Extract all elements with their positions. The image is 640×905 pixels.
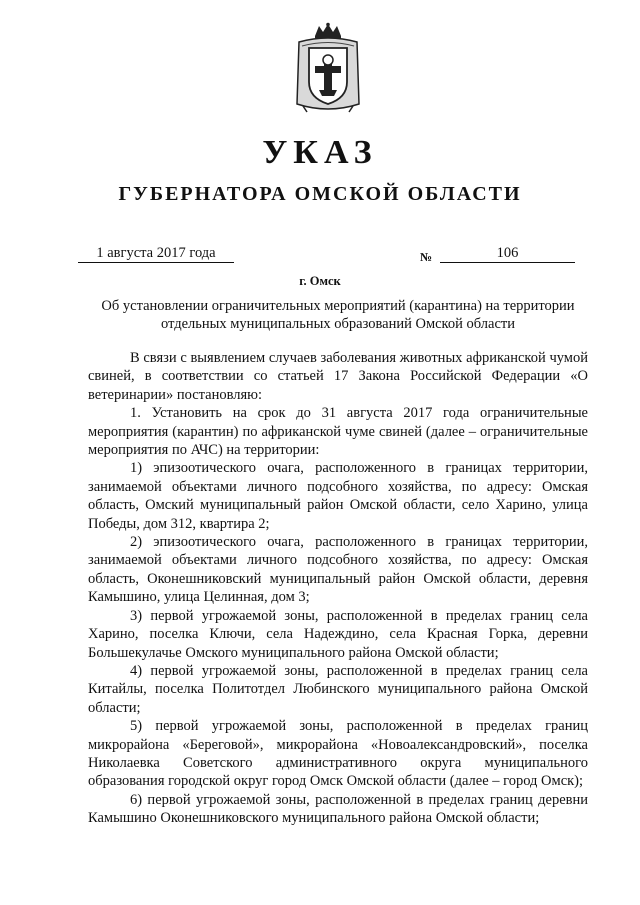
document-date: 1 августа 2017 года <box>78 244 234 263</box>
paragraph-preamble: В связи с выявлением случаев заболевания животных африканской чумой свиней, в соответствии со статьей 17 Закона Российской Федерации «О ветеринарии» постановляю: <box>88 350 588 403</box>
paragraph-subitem-3: 3) первой угрожаемой зоны, расположенной в пределах границ села Харино, поселка Ключи, села Надеждино, села Красная Горка, деревни Большекулачье Омского муниципального района Омской области; <box>88 607 588 661</box>
paragraph-subitem-1: 1) эпизоотического очага, расположенного в границах территории, занимаемой объектами личного подсобного хозяйства, по адресу: Омская область, Омский муниципальный район Омской области, село Харино, улица Победы, дом 312, квартира 2; <box>88 460 588 532</box>
paragraph-subitem-5: 5) первой угрожаемой зоны, расположенной в пределах границ микрорайона «Береговой», микрорайона «Новоалександровский», поселка Николаевка Советского административного округа муниципального образования городской округ город Омск Омской области (далее – город Омск); <box>88 718 588 790</box>
document-number: 106 <box>440 244 575 263</box>
paragraph-item-1: 1. Установить на срок до 31 августа 2017 года ограничительные мероприятия (карантин) по африканской чуме свиней (далее – ограничительные мероприятия по АЧС) на территории: <box>88 405 588 459</box>
paragraph-subitem-6: 6) первой угрожаемой зоны, расположенной в пределах границ деревни Камышино Оконешниковского муниципального района Омской области; <box>88 791 588 827</box>
document-heading: Об установлении ограничительных мероприятий (карантина) на территории отдельных муниципальных образований Омской области <box>101 298 575 332</box>
document-body <box>88 349 588 828</box>
paragraph-subitem-2: 2) эпизоотического очага, расположенного в границах территории, занимаемой объектами личного подсобного хозяйства, по адресу: Омская область, Оконешниковский муниципальный район Омской области, деревня Камышино, улица Целинная, дом 3; <box>88 534 588 606</box>
document-title: УКАЗ <box>262 134 378 171</box>
document-city: г. Омск <box>299 274 341 288</box>
omsk-oblast-coat-of-arms-icon <box>293 22 363 114</box>
number-label: № <box>420 250 433 264</box>
issuer-title: ГУБЕРНАТОРА ОМСКОЙ ОБЛАСТИ <box>118 183 522 205</box>
paragraph-subitem-4: 4) первой угрожаемой зоны, расположенной в пределах границ села Китайлы, поселка Политотдел Любинского муниципального района Омской области; <box>88 662 588 716</box>
